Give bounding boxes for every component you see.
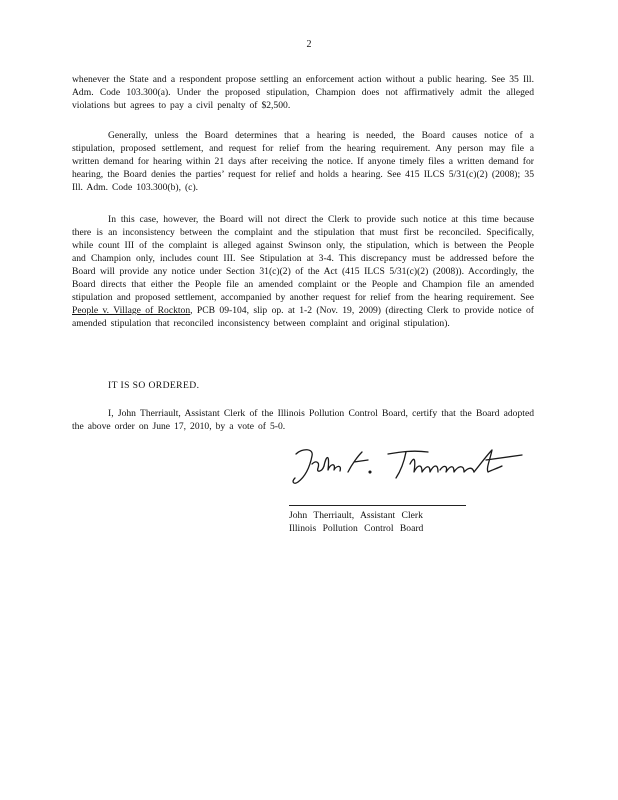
handwritten-signature [288, 442, 524, 490]
order-statement: IT IS SO ORDERED. [108, 380, 200, 391]
page-number: 2 [306, 39, 312, 50]
paragraph-notice [72, 129, 534, 194]
paragraph-penalty [72, 73, 534, 112]
paragraph-inconsistency [72, 213, 534, 330]
paragraph-text: Generally, unless the Board determines that a hearing is needed, the Board causes notice of a stipulation, proposed settlement, and request for relief from the hearing requirement. Any person may file a written demand for hearing within 21 days after receiving the notice. If anyone timely files a written demand for hearing, the Board denies the parties’ request for relief and holds a hearing. See 415 ILCS 5/31(c)(2) (2008); 35 Ill. Adm. Code 103.300(b), (c). [72, 130, 534, 193]
paragraph-text: I, John Therriault, Assistant Clerk of the Illinois Pollution Control Board, certify that the Board adopted the above order on June 17, 2010, by a vote of 5-0. [72, 408, 534, 432]
paragraph-part-1: In this case, however, the Board will not direct the Clerk to provide such notice at this time because there is an inconsistency between the complaint and the stipulation that must first be reconciled. Specifically, while count III of the complaint is alleged against Swinson only, the stipulation, which is between the People and Champion only, includes count III. See Stipulation at 3-4. This discrepancy must be addressed before the Board will provide any notice under Section 31(c)(2) of the Act (415 ILCS 5/31(c)(2) (2008)). Accordingly, the Board directs that either the People file an amended complaint or the People and Champion file an amended stipulation and proposed settlement, accompanied by another request for relief from the hearing requirement. See [72, 214, 534, 303]
signature-block [289, 509, 423, 535]
case-citation: People v. Village of Rockton [72, 305, 191, 316]
paragraph-text: whenever the State and a respondent propose settling an enforcement action without a public hearing. See 35 Ill. Adm. Code 103.300(a). Under the proposed stipulation, Champion does not affirmatively admit the alleged violations but agrees to pay a civil penalty of $2,500. [72, 74, 534, 111]
certification-paragraph [72, 407, 534, 433]
signer-name-title: John Therriault, Assistant Clerk [289, 510, 423, 521]
paragraph-part-2: , PCB 09-104, slip op. at 1-2 (Nov. 19, 2009) (directing Clerk to provide notice of amended stipulation that reconciled inconsistency between complaint and original stipulation). [72, 305, 534, 329]
paragraph-text [72, 213, 534, 330]
signer-organization: Illinois Pollution Control Board [289, 523, 424, 534]
signature-line [289, 505, 466, 506]
